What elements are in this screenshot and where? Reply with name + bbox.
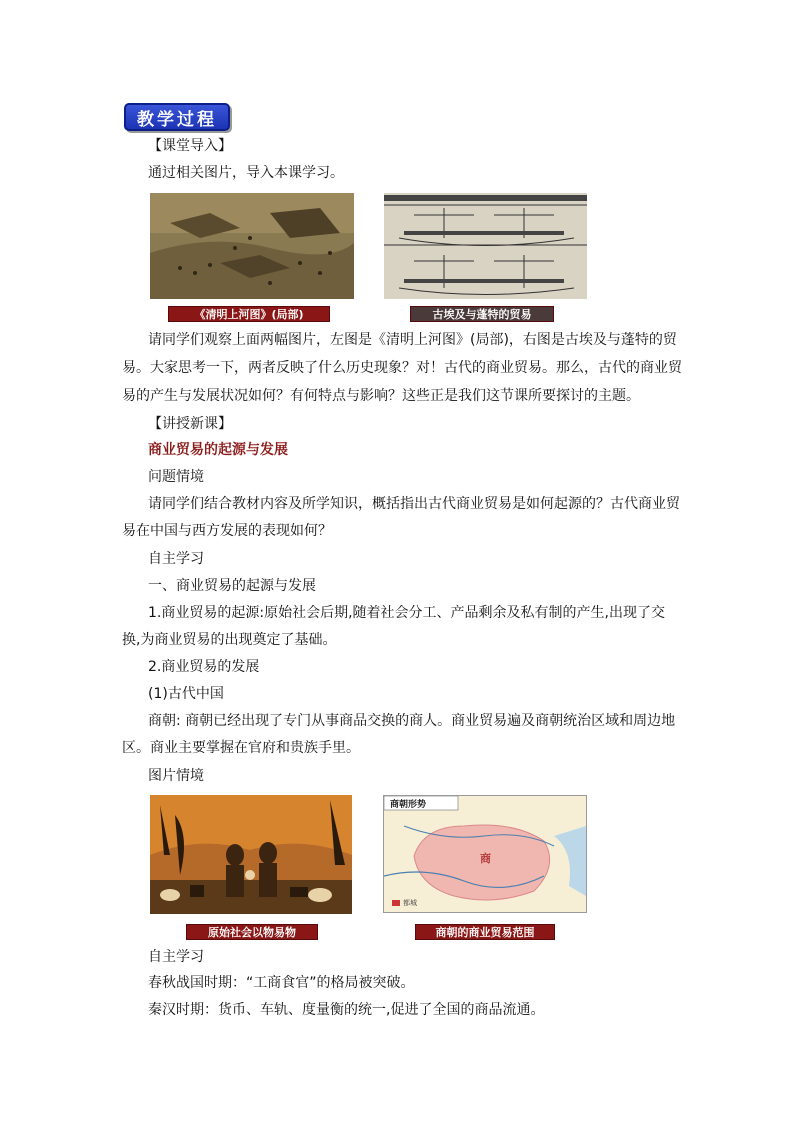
point-1-line-1: 1.商业贸易的起源:原始社会后期,随着社会分工、产品剩余及私有制的产生,出现了交	[148, 605, 665, 621]
section-new-heading: 【讲授新课】	[148, 416, 232, 432]
caption-barter: 原始社会以物易物	[186, 924, 318, 940]
egypt-punt-trade-image	[384, 193, 587, 299]
teaching-process-badge: 教学过程	[124, 103, 230, 131]
self-study-label-1: 自主学习	[148, 551, 204, 567]
paragraph-2-line-2: 易在中国与西方发展的表现如何？	[122, 523, 332, 539]
spring-autumn-text: 春秋战国时期：“工商食官”的格局被突破。	[148, 975, 415, 991]
qingming-painting-image	[150, 193, 354, 299]
map-shang-label: 商	[480, 852, 491, 865]
heading-origin-development: 一、商业贸易的起源与发展	[148, 578, 316, 594]
self-study-label-2: 自主学习	[148, 949, 204, 965]
paragraph-2-line-1: 请同学们结合教材内容及所学知识，概括指出古代商业贸易是如何起源的？古代商业贸	[148, 496, 680, 512]
shang-line-2: 区。商业主要掌握在官府和贵族手里。	[122, 740, 360, 756]
subheading-origin-development: 商业贸易的起源与发展	[148, 442, 288, 458]
shang-line-1: 商朝: 商朝已经出现了专门从事商品交换的商人。商业贸易遍及商朝统治区域和周边地	[148, 713, 676, 729]
map-title: 商朝形势	[390, 800, 427, 810]
paragraph-1-line-1: 请同学们观察上面两幅图片，左图是《清明上河图》(局部)，右图是古埃及与蓬特的贸	[148, 332, 677, 348]
point-1-line-2: 换,为商业贸易的出现奠定了基础。	[122, 632, 337, 648]
problem-context-label: 问题情境	[148, 469, 204, 485]
caption-shang-trade: 商朝的商业贸易范围	[415, 924, 555, 940]
caption-egypt-punt: 古埃及与蓬特的贸易	[410, 306, 554, 322]
caption-qingming: 《清明上河图》(局部)	[168, 306, 330, 322]
barter-illustration-image	[150, 795, 352, 914]
paragraph-1-line-3: 易的产生与发展状况如何？有何特点与影响？这些正是我们这节课所要探讨的主题。	[122, 388, 640, 404]
point-2a-ancient-china: (1)古代中国	[148, 686, 224, 702]
picture-context-label: 图片情境	[148, 768, 204, 784]
intro-text: 通过相关图片，导入本课学习。	[148, 165, 344, 181]
section-intro-heading: 【课堂导入】	[148, 138, 232, 154]
map-legend: 都城	[403, 899, 417, 907]
paragraph-1-line-2: 易。大家思考一下，两者反映了什么历史现象？对！古代的商业贸易。那么，古代的商业贸	[122, 360, 682, 376]
point-2: 2.商业贸易的发展	[148, 659, 260, 675]
shang-dynasty-map-image	[383, 795, 587, 913]
qin-han-text: 秦汉时期：货币、车轨、度量衡的统一,促进了全国的商品流通。	[148, 1002, 545, 1018]
